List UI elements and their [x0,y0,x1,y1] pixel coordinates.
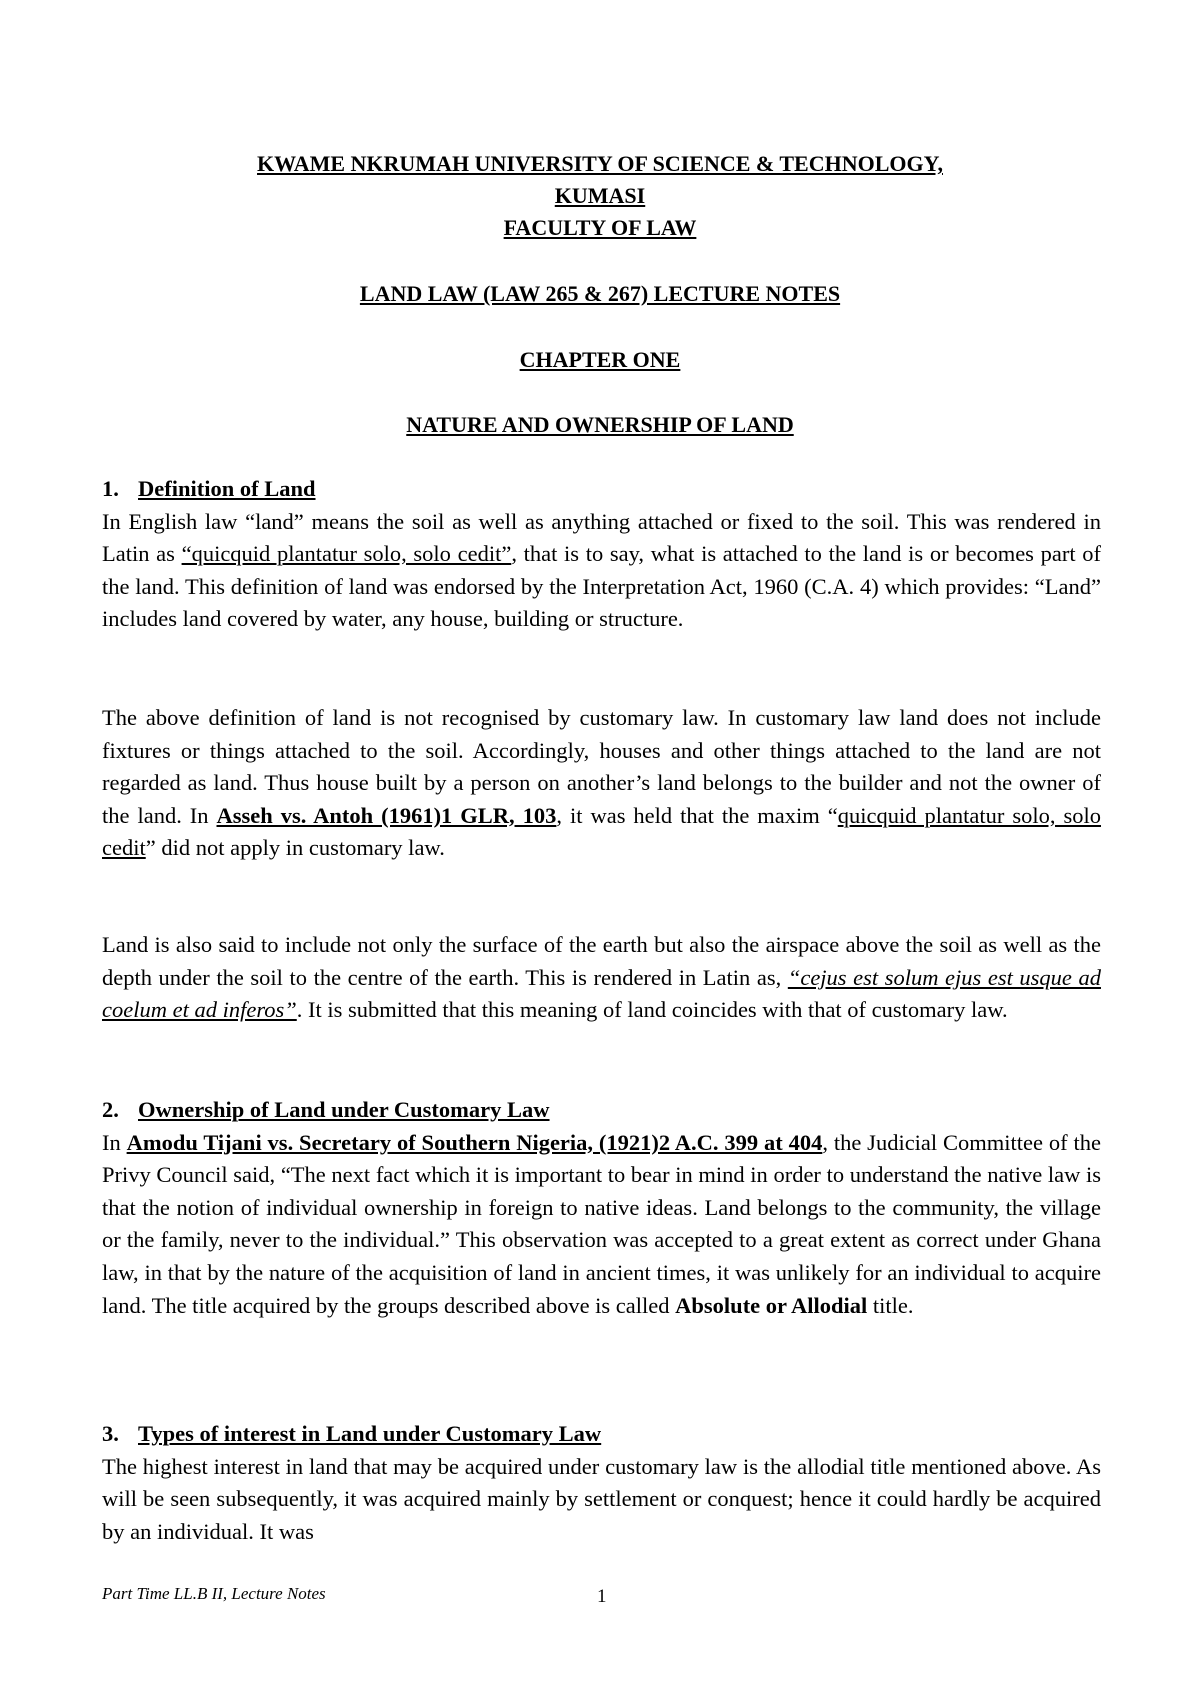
footer-label: Part Time LL.B II, Lecture Notes [102,1584,326,1603]
section-1-paragraph-2 [102,702,1101,865]
course-title: LAND LAW (LAW 265 & 267) LECTURE NOTES [359,281,841,306]
text-run: , that is to say, what is attached to the land is or becomes part of the land. This definition of land was endorsed by the Interpretation Act, 1960 (C.A. 4) which provides: “Land” includes land covered by water, any house, building or structure. [102,541,1102,632]
section-number: 3. [102,1421,119,1446]
section-title: Types of interest in Land under Customary Law [138,1421,602,1446]
text-run: title. [867,1292,914,1318]
university-name: KWAME NKRUMAH UNIVERSITY OF SCIENCE & TECHNOLOGY, [257,151,943,176]
page-number: 1 [597,1586,607,1607]
text-run: , the Judicial Committee of the Privy Council said, “The next fact which it is important to bear in mind in order to understand the native law is that the notion of individual ownership in foreign to native ideas. Land belongs to the community, the village or the family, never to the individual.” This observation was accepted to a great extent as correct under Ghana law, in that by the nature of the acquisition of land in ancient times, it was unlikely for an individual to acquire land. The title acquired by the groups described above is called [102,1129,1101,1318]
text-run: ” did not apply in customary law. [145,835,445,861]
latin-maxim: “quicquid plantatur solo, solo cedit” [181,541,512,567]
section-2 [102,1094,1101,1322]
section-title: Definition of Land [138,476,316,501]
text-run: The above definition of land is not recognised by customary law. In customary law land does not include fixtures or things attached to the soil. Accordingly, houses and other things attached to the land are not regarded as land. Thus house built by a person on another’s land belongs to the builder and not the owner of the land. In [102,705,1101,828]
latin-maxim: “cejus est solum ejus est usque ad coelum et ad inferos” [102,964,1101,1023]
section-number: 1. [102,476,119,501]
section-3 [102,1418,1101,1548]
text-run: , it was held that the maxim “ [556,802,838,828]
text-run: . It is submitted that this meaning of land coincides with that of customary law. [296,997,1008,1023]
faculty-name: FACULTY OF LAW [503,215,697,240]
paragraph [102,1127,1101,1323]
chapter-label: CHAPTER ONE [519,347,681,372]
case-citation: Amodu Tijani vs. Secretary of Southern Nigeria, (1921)2 A.C. 399 at 404 [126,1129,823,1155]
section-title: Ownership of Land under Customary Law [138,1097,550,1122]
paragraph: The highest interest in land that may be acquired under customary law is the allodial title mentioned above. As will be seen subsequently, it was acquired mainly by settlement or conquest; hence it could hardly be acquired by an individual. It was [102,1453,1101,1544]
chapter-title: NATURE AND OWNERSHIP OF LAND [406,412,794,437]
bold-term: Absolute or Allodial [675,1292,868,1318]
section-1 [102,473,1101,636]
paragraph [102,929,1101,1027]
city-name: KUMASI [554,183,646,208]
text-run: In [102,1129,127,1155]
section-heading [102,1094,1101,1127]
section-heading [102,1418,1101,1451]
section-1-paragraph-3 [102,929,1101,1027]
case-citation: Asseh vs. Antoh (1961)1 GLR, 103 [216,802,557,828]
text-run: In English law “land” means the soil as well as anything attached or fixed to the soil. This was rendered in Latin as [102,508,1101,567]
paragraph [102,702,1101,865]
latin-maxim: quicquid plantatur solo, solo cedit [102,802,1101,861]
title-block [0,148,1200,244]
paragraph [102,506,1101,636]
section-number: 2. [102,1097,119,1122]
section-heading [102,473,1101,506]
text-run: Land is also said to include not only the surface of the earth but also the airspace above the soil as well as the depth under the soil to the centre of the earth. This is rendered in Latin as, [102,932,1101,990]
